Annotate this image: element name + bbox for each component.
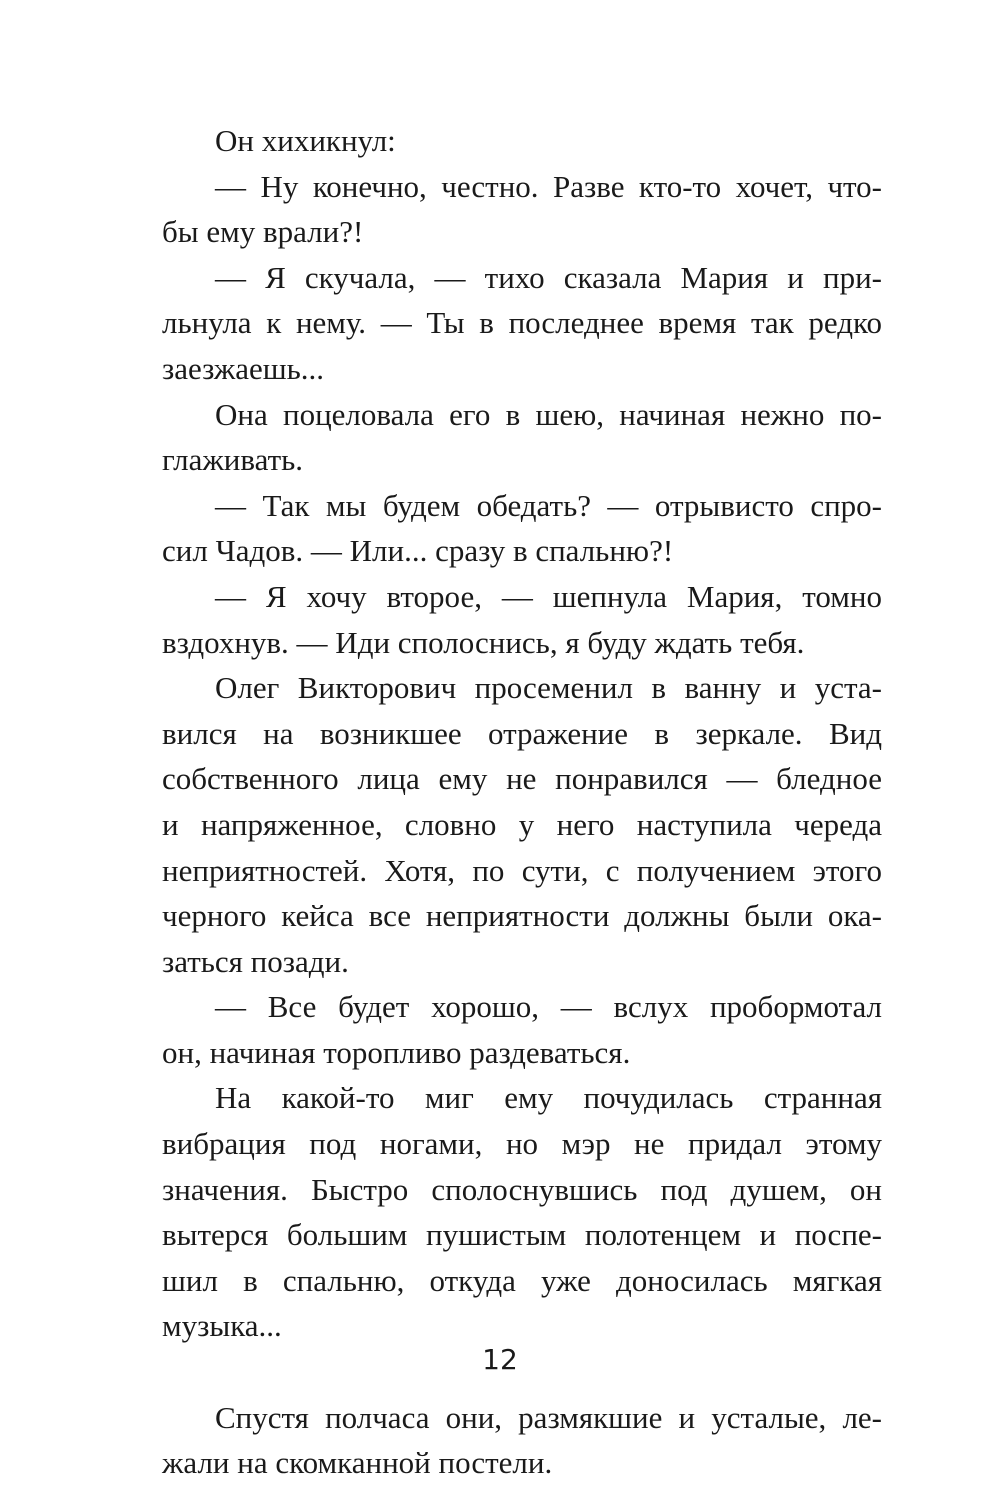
text-line: вибрация под ногами, но мэр не придал этому [162,1126,882,1162]
text-line: Она поцеловала его в шею, начиная нежно по- [215,396,882,432]
text-line: Он хихикнул: [215,123,396,158]
paragraph [162,1395,882,1486]
text-line: он, начиная торопливо раздеваться. [162,1034,631,1070]
text-line: собственного лица ему не понравился — бледное [162,761,882,797]
text-line: вздохнув. — Иди сполоснись, я буду ждать тебя. [162,624,805,660]
paragraph [162,574,882,665]
paragraph [162,392,882,483]
text-line: значения. Быстро сполоснувшись под душем, он [162,1171,882,1207]
text-line: неприятностей. Хотя, по сути, с получением этого [162,852,882,888]
text-line: — Ну конечно, честно. Разве кто-то хочет, что- [215,168,882,204]
text-line: и напряженное, словно у него наступила череда [162,806,882,842]
text-line: — Так мы будем обедать? — отрывисто спро- [215,487,882,523]
text-line: глаживать. [162,442,303,478]
text-line: черного кейса все неприятности должны были ока- [162,898,882,934]
paragraph [162,255,882,392]
paragraph [162,164,882,255]
paragraph [162,1075,882,1349]
body-text [162,118,882,1486]
text-line: заезжаешь... [162,350,325,386]
text-line: музыка... [162,1308,282,1344]
text-line: — Я хочу второе, — шепнула Мария, томно [215,578,882,614]
text-line: жали на скомканной постели. [162,1445,553,1481]
text-line: сил Чадов. — Или... сразу в спальню?! [162,533,674,569]
text-line: — Я скучала, — тихо сказала Мария и при- [215,259,882,295]
text-line: вился на возникшее отражение в зеркале. Вид [162,715,882,751]
text-line: вытерся большим пушистым полотенцем и поспе- [162,1217,882,1253]
paragraph [162,118,882,164]
paragraph [162,665,882,984]
text-line: заться позади. [162,943,349,979]
page-number: 12 [482,1343,518,1376]
text-line: льнула к нему. — Ты в последнее время так редко [162,305,882,341]
paragraph [162,483,882,574]
text-line: шил в спальню, откуда уже доносилась мягкая [162,1262,882,1298]
text-line: Спустя полчаса они, размякшие и усталые, ле- [215,1399,882,1435]
text-line: Олег Викторович просеменил в ванну и уста- [215,670,882,706]
text-line: На какой-то миг ему почудилась странная [215,1080,882,1116]
paragraph [162,984,882,1075]
text-line: бы ему врали?! [162,214,364,250]
text-line: — Все будет хорошо, — вслух пробормотал [215,989,882,1025]
